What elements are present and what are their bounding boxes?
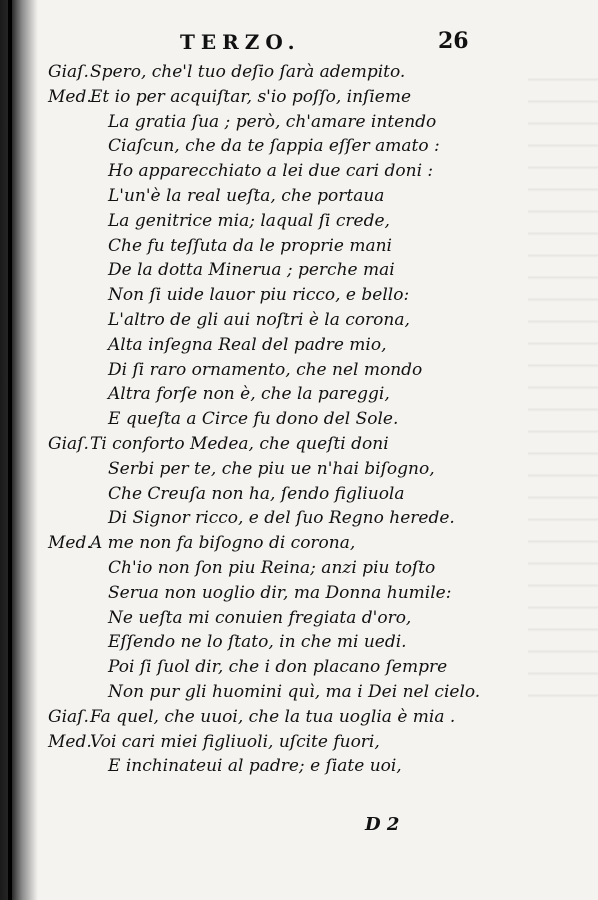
verse-line <box>48 382 568 407</box>
verse-text-line: Ciaſcun, che da te ſappia eſſer amato : <box>108 136 440 157</box>
verse-text-line: E queſta a Circe fu dono del Sole. <box>108 409 399 430</box>
verse-line <box>48 209 568 234</box>
verse-text-line: Di ſi raro ornamento, che nel mondo <box>108 359 423 380</box>
verse-line <box>48 581 568 606</box>
book-gutter <box>0 0 38 900</box>
verse-text-line: De la dotta Minerua ; perche mai <box>108 260 395 281</box>
verse-text-line: Altra forſe non è, che la pareggi, <box>108 384 390 405</box>
verse-line <box>48 60 568 85</box>
verse-line <box>48 432 568 457</box>
verse-line <box>48 159 568 184</box>
verse-text-line: Serbi per te, che piu ue n'hai biſogno, <box>108 458 435 479</box>
verse-text-line: Ti conforto Medea, che queſti doni <box>90 433 389 454</box>
page-header <box>0 30 598 60</box>
verse-line <box>48 134 568 159</box>
verse-line <box>48 308 568 333</box>
speaker-label: Giaſ. <box>48 706 89 727</box>
verse-text-line: Voi cari miei figliuoli, uſcite fuori, <box>90 731 380 752</box>
verse-line <box>48 234 568 259</box>
verse-line <box>48 283 568 308</box>
verse-text-line: Ch'io non ſon piu Reina; anzi piu toſto <box>108 557 436 578</box>
verse-text-line: Ne ueſta mi conuien fregiata d'oro, <box>108 607 412 628</box>
verse-line <box>48 358 568 383</box>
verse-line <box>48 655 568 680</box>
verse-text-line: L'altro de gli aui noſtri è la corona, <box>108 309 410 330</box>
verse-text-line: E inchinateui al padre; e ſiate uoi, <box>108 756 402 777</box>
verse-line <box>48 482 568 507</box>
verse-text-line: Non ſi uide lauor piu ricco, e bello: <box>108 285 410 306</box>
verse-line <box>48 258 568 283</box>
verse-line <box>48 85 568 110</box>
verse-line <box>48 705 568 730</box>
verse-line <box>48 754 568 779</box>
verse-text <box>48 60 568 779</box>
verse-text-line: Et io per acquiſtar, s'io poſſo, inſieme <box>90 86 412 107</box>
verse-text-line: A me non fa biſogno di corona, <box>90 533 356 554</box>
verse-text-line: Alta inſegna Real del padre mio, <box>108 334 387 355</box>
verse-line <box>48 184 568 209</box>
verse-text-line: Eſſendo ne lo ſtato, in che mi uedi. <box>108 632 407 653</box>
verse-text-line: Poi ſi ſuol dir, che i don placano ſempre <box>108 657 448 678</box>
verse-text-line: Ho apparecchiato a lei due cari doni : <box>108 161 434 182</box>
speaker-label: Giaſ. <box>48 433 89 454</box>
verse-line <box>48 730 568 755</box>
verse-text-line: Serua non uoglio dir, ma Donna humile: <box>108 582 452 603</box>
speaker-label: Giaſ. <box>48 62 89 82</box>
running-title: TERZO. <box>180 30 301 54</box>
verse-line <box>48 110 568 135</box>
verse-line <box>48 680 568 705</box>
verse-text-line: Che fu teſſuta da le proprie mani <box>108 235 392 256</box>
verse-text-line: Di Signor ricco, e del ſuo Regno herede. <box>108 508 455 529</box>
verse-text-line: Fa quel, che uuoi, che la tua uoglia è mia . <box>90 706 456 727</box>
verse-line <box>48 333 568 358</box>
speaker-label: Med. <box>48 533 92 554</box>
page-edge <box>8 0 12 900</box>
verse-line <box>48 606 568 631</box>
verse-text-line: Non pur gli huomini quì, ma i Dei nel cielo. <box>108 681 481 702</box>
signature-mark: D 2 <box>365 814 400 835</box>
verse-text-line: La gratia ſua ; però, ch'amare intendo <box>108 111 437 132</box>
verse-line <box>48 531 568 556</box>
verse-line <box>48 457 568 482</box>
verse-line <box>48 630 568 655</box>
verse-line <box>48 407 568 432</box>
verse-text-line: L'un'è la real ueſta, che portaua <box>108 185 385 206</box>
speaker-label: Med. <box>48 86 92 107</box>
verse-text-line: Spero, che'l tuo deſio ſarà adempito. <box>90 62 406 82</box>
speaker-label: Med. <box>48 731 92 752</box>
verse-line <box>48 506 568 531</box>
verse-line <box>48 556 568 581</box>
page-number: 26 <box>438 28 469 54</box>
verse-text-line: La genitrice mia; laqual ſi crede, <box>108 210 390 231</box>
verse-text-line: Che Creuſa non ha, ſendo figliuola <box>108 483 405 504</box>
